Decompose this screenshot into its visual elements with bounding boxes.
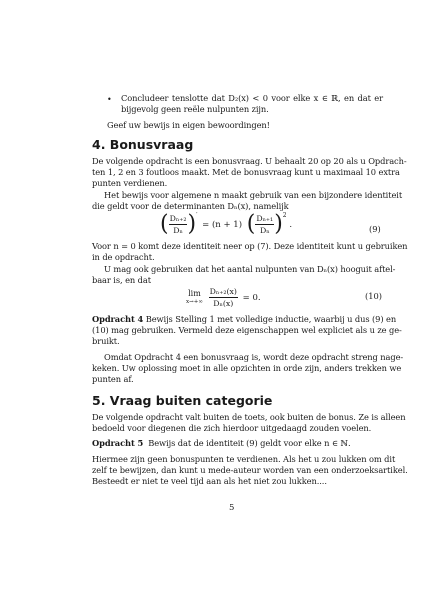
eq9-tail: . [289, 220, 293, 230]
eq9-left-denominator: Dₙ [173, 226, 183, 235]
eq10-lim-subscript: x→+∞ [186, 298, 203, 305]
s5-para2-line2: zelf te bewijzen, dan kunt u mede-auteur worden van een onderzoeksartikel. [92, 465, 408, 475]
s5-para2-line1: Hiermee zijn geen bonuspunten te verdienen. Als het u zou lukken om dit [92, 454, 396, 464]
eq10-numerator: Dₙ₊₂(x) [209, 287, 237, 296]
opdracht5-line [92, 438, 350, 449]
s4-para1-line1: De volgende opdracht is een bonusvraag. U behaalt 20 op 20 als u Opdrach- [92, 156, 407, 166]
s4-para5-line2: keken. Uw oplossing moet in alle opzichten in orde zijn, anders trekken we [92, 363, 402, 373]
eq9-left-numerator: Dₙ₊₂ [169, 214, 187, 223]
s4-para1-line3: punten verdienen. [92, 178, 168, 188]
s5-para1-line2: bedoeld voor diegenen die zich hierdoor uitgedaagd zouden voelen. [92, 423, 372, 433]
s4-para3-line2: in de opdracht. [92, 252, 155, 262]
s4-para2-line2: die geldt voor de determinanten Dₙ(x), namelijk [92, 201, 289, 211]
section-5-heading: 5. Vraag buiten categorie [92, 393, 273, 408]
eq10-number: (10) [365, 291, 383, 301]
bullet-marker: • [107, 95, 112, 104]
opdracht4-line1 [92, 314, 397, 325]
equation-10 [186, 287, 261, 308]
eq9-number: (9) [369, 224, 381, 234]
eq10-lim: lim [188, 288, 201, 298]
equation-9: ( $\frac{\text{Dₙ₊₂}}{\text{Dₙ}}$ )′ = (n + 1) ( $\frac{\text{Dₙ₊₁}}{\text{Dₙ}}$ )$^2$ . [160, 211, 293, 237]
eq9-middle: = (n + 1) [202, 220, 243, 230]
s4-para2-line1: Het bewijs voor algemene n maakt gebruik van een bijzondere identiteit [104, 190, 403, 200]
bullet-line-1: Concludeer tenslotte dat D₂(x) < 0 voor elke x ∈ ℝ, en dat er [121, 93, 383, 103]
opdracht4-line3: bruikt. [92, 336, 120, 346]
opdracht4-label: Opdracht 4 [92, 314, 144, 324]
s4-para1-line2: ten 1, 2 en 3 foutloos maakt. Met de bonusvraag kunt u maximaal 10 extra [92, 167, 400, 177]
s5-para2-line3: Besteedt er niet te veel tijd aan als het niet zou lukken.... [92, 476, 327, 486]
s4-para4-line2: baar is, en dat [92, 275, 151, 285]
opdracht5-label: Opdracht 5 [92, 438, 144, 448]
instruction-note: Geef uw bewijs in eigen bewoordingen! [107, 120, 270, 130]
s4-para3-line1: Voor n = 0 komt deze identiteit neer op (7). Deze identiteit kunt u gebruiken [92, 241, 408, 251]
s4-para4-line1: U mag ook gebruiken dat het aantal nulpunten van Dₙ(x) hooguit aftel- [104, 264, 396, 274]
opdracht4-line2: (10) mag gebruiken. Vermeld deze eigenschappen wel expliciet als u ze ge- [92, 325, 402, 335]
eq9-right-denominator: Dₙ [259, 226, 270, 235]
opdracht5-text: Bewijs dat de identiteit (9) geldt voor elke n ∈ ℕ. [148, 438, 351, 448]
page-number: 5 [229, 503, 235, 513]
eq10-denominator: Dₙ(x) [213, 299, 234, 308]
eq9-right-numerator: Dₙ₊₁ [256, 214, 274, 223]
section-4-heading: 4. Bonusvraag [92, 137, 194, 152]
opdracht4-text-1: Bewijs Stelling 1 met volledige inductie, waarbij u dus (9) en [145, 314, 397, 324]
bullet-line-2: bijgevolg geen reële nulpunten zijn. [121, 104, 269, 114]
eq9-right-exponent: 2 [282, 212, 287, 219]
s4-para5-line3: punten af. [92, 374, 134, 384]
eq10-tail: = 0. [242, 293, 261, 303]
s4-para5-line1: Omdat Opdracht 4 een bonusvraag is, wordt deze opdracht streng nage- [104, 352, 404, 362]
eq9-left-exponent: ′ [196, 212, 198, 219]
s5-para1-line1: De volgende opdracht valt buiten de toets, ook buiten de bonus. Ze is alleen [92, 412, 406, 422]
